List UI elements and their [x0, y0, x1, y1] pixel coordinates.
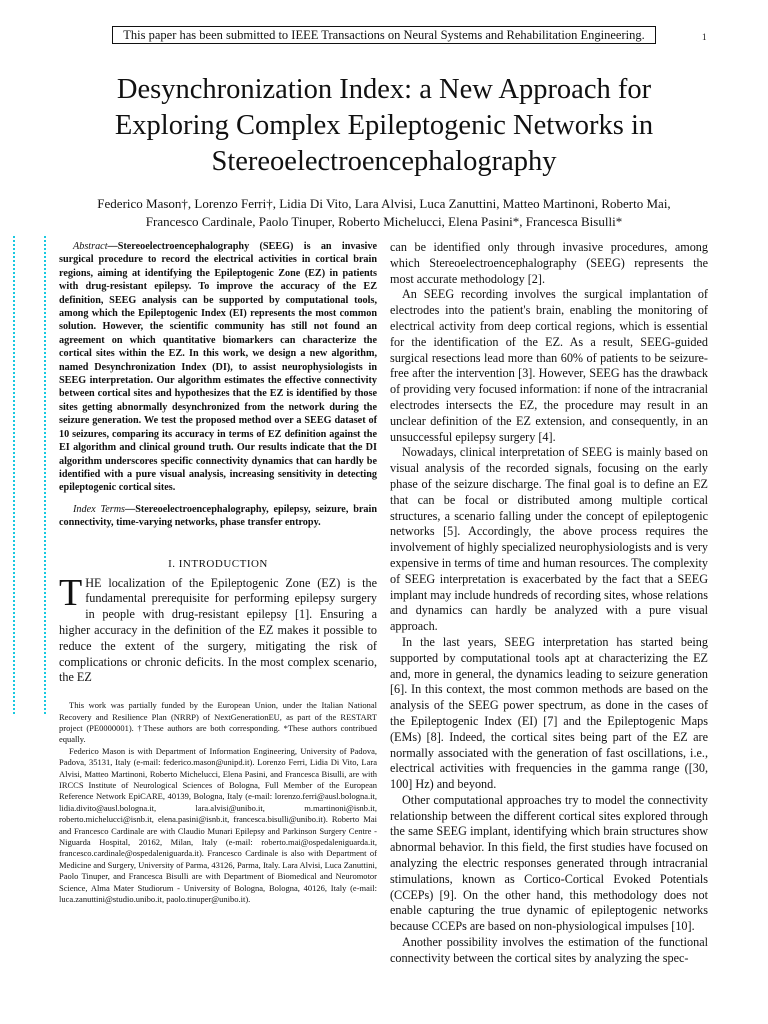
- title-line-3: Stereoelectroencephalography: [211, 146, 557, 177]
- index-terms-text: Stereoelectroencephalography, epilepsy, seizure, brain connectivity, time-varying networks, phase transfer entropy.: [59, 503, 378, 529]
- footnote-affiliations: Federico Mason is with Department of Information Engineering, University of Padova, Padova, 35131, Italy (e-mail: federico.mason@unipd.it). Lorenzo Ferri, Lidia Di Vito, Lara Alvisi, Matteo Martinoni, Roberto Michelucci, Elena Pasini, and Francesca Bisulli, are with IRCCS Institute of Neurological Sciences of Bologna, Full Member of the European Reference Network EpiCARE, 40139, Bologna, Italy (e-mail: lorenzo.ferri@ausl.bologna.it, lidia.divito@ausl.bologna.it, lara.alvisi@unibo.it, m.martinoni@isnb.it, roberto.michelucci@isnb.it, elena.pasini@isnb.it, francesca.bisulli@unibo.it). Roberto Mai and Francesco Cardinale are with Claudio Munari Epilepsy and Parkinson Surgery Centre - Niguarda Hospital, 20162, Milan, Italy (e-mail: roberto.mai@ospedaleniguarda.it, francesco.cardinale@ospedaleniguarda.it). Francesco Cardinale is also with Department of Medicine and Surgery, University of Parma, 43126, Parma, Italy. Lara Alvisi, Luca Zanuttini, Paolo Tinuper, and Francesca Bisulli are with Department of Biomedical and Neuromotor Science, Alma Mater Studiorum - University of Bologna, Bologna, 40126, Italy (e-mail: luca.zanuttini@studio.unibo.it, paolo.tinuper@unibo.it).: [59, 745, 377, 905]
- intro-continued: can be identified only through invasive procedures, among which Stereoelectroencephalography (SEEG) represents the most accurate methodology [2].: [390, 240, 708, 286]
- footnote-funding: This work was partially funded by the European Union, under the Italian National Recovery and Resilience Plan (NRRP) of NextGenerationEU, as part of the RESTART project (PE0000001). †These authors are both corresponding. *These authors contribued equally.: [59, 700, 377, 745]
- authors-line-2: Francesco Cardinale, Paolo Tinuper, Roberto Michelucci, Elena Pasini*, Francesca Bisulli*: [145, 214, 623, 229]
- intro-text: HE localization of the Epileptogenic Zone (EZ) is the fundamental prerequisite for performing epilepsy surgery in people with drug-resistant epilepsy [1]. Ensuring a higher accuracy in the definition of the EZ makes it possible to reduce the extent of the surgery, mitigating the risk of complications or chronic deficits. In the most complex scenario, the EZ: [59, 575, 377, 685]
- title-line-1: Desynchronization Index: a New Approach for: [116, 74, 652, 105]
- author-list: [40, 195, 728, 231]
- index-terms-label: Index Terms: [73, 503, 126, 515]
- paragraph-functional-connectivity: Another possibility involves the estimation of the functional connectivity between the cortical sites by analyzing the spec-: [390, 935, 708, 965]
- paragraph-seeg-recording: An SEEG recording involves the surgical implantation of electrodes into the patient's brain, enabling the monitoring of electrical activity from deep cortical regions, which is essential for the identification of the EZ. As a result, SEEG-guided surgical resections lead more than 60% of patients to be seizure-free after the intervention [3]. However, SEEG has the drawback of providing very focused information: if none of the intracranial electrodes intersects the EZ, the procedure may result in an unclear definition of the EZ extension, and consequently, in an unsuccessful epilepsy surgery [4].: [390, 287, 708, 444]
- index-terms: Index Terms—Stereoelectroencephalography, epilepsy, seizure, brain connectivity, time-varying networks, phase transfer entropy.: [59, 503, 378, 529]
- left-column: [59, 240, 377, 905]
- paragraph-connectivity: Other computational approaches try to model the connectivity relationship between the different cortical sites explored through the same SEEG implant, identifying which brain structures show abnormal behavior. In this field, the first studies have focused on analyzing the electric responses generated through intracranial stimulations, known as Cortico-Cortical Evoked Potentials (CCEPs) [9]. On the other hand, this methodology does not enable capturing the true dynamic of epileptogenic networks because CCEPs are based on non-physiological impulses [10].: [390, 792, 708, 934]
- paragraph-visual-analysis: Nowadays, clinical interpretation of SEEG is mainly based on visual analysis of the recorded signals, focusing on the early phase of the seizure discharge. The final goal is to define an EZ that can be focal or distributed among multiple cortical structures, a scenario falling under the concept of epileptogenic networks [5]. Accordingly, the above process requires the involvement of highly specialized neurophysiologists and is very expensive in terms of time and human resources. The complexity of SEEG interpretation is exacerbated by the fact that a SEEG implant may include hundreds of recording sites, whose relations and dynamics can hardly be analyzed with a pure visual approach.: [390, 445, 708, 634]
- paragraph-computational-tools: In the last years, SEEG interpretation has started being supported by computational tools apt at characterizing the EZ and, more in general, the dynamics leading to seizure generation [6]. In this context, the most common methods are based on the analysis of the SEEG power spectrum, as done in the cases of the Epileptogenic Index (EI) [7] and the Epileptogenic Maps (EMs) [8]. Indeed, the cortical sites being part of the EZ are normally associated with the generation of fast oscillations, i.e., electrical activities with frequencies in the gamma range ([30, 100] Hz) and beyond.: [390, 634, 708, 792]
- paper-title: [40, 72, 728, 180]
- abstract-text: Stereoelectroencephalography (SEEG) is an invasive surgical procedure to record the electrical activities in cortical brain regions, aiming at identifying the Epileptogenic Zone (EZ) in patients with drug-resistant epilepsy. To improve the accuracy of the EZ definition, SEEG analysis can be supported by computational tools, among which the Epileptogenic Index (EI) represents the most common solution. However, the scientific community has still not found an agreement on which quantitative biomarkers can characterize the cortical sites within the EZ. In this work, we design a new algorithm, named Desynchronization Index (DI), to assist neurophysiologists in SEEG interpretation. Our algorithm estimates the effective connectivity between cortical sites and hypothesizes that the EZ is identified by those sites getting abnormally desynchronized from the network during the seizure generation. We test the proposed method over a SEEG dataset of 10 seizures, comparing its accuracy in terms of EZ definition against the EI algorithm and clinical ground truth. Our results indicate that the DI algorithm underscores specific connectivity dynamics that can hardly be identified with a pure visual analysis, increasing sensitivity in detecting epileptogenic cortical sites.: [59, 241, 377, 494]
- margin-annotation-bar: [13, 236, 46, 714]
- abstract: Abstract—Stereoelectroencephalography (SEEG) is an invasive surgical procedure to record the electrical activities in cortical brain regions, aiming at identifying the Epileptogenic Zone (EZ) in patients with drug-resistant epilepsy. To improve the accuracy of the EZ definition, SEEG analysis can be supported by computational tools, among which the Epileptogenic Index (EI) represents the most common solution. However, the scientific community has still not found an agreement on which quantitative biomarkers can characterize the cortical sites within the EZ. In this work, we design a new algorithm, named Desynchronization Index (DI), to assist neurophysiologists in SEEG interpretation. Our algorithm estimates the effective connectivity between cortical sites and hypothesizes that the EZ is identified by those sites getting abnormally desynchronized from the network during the seizure generation. We test the proposed method over a SEEG dataset of 10 seizures, comparing its accuracy in terms of EZ definition against the EI algorithm and clinical ground truth. Our results indicate that the DI algorithm underscores specific connectivity dynamics that can hardly be identified with a pure visual analysis, increasing sensitivity in detecting epileptogenic cortical sites.: [59, 241, 377, 494]
- submission-note-box: [112, 26, 656, 44]
- page-number: 1: [702, 32, 707, 42]
- right-column: [390, 240, 708, 967]
- abstract-label: Abstract: [73, 241, 108, 252]
- intro-paragraph: [59, 571, 377, 687]
- section-heading-introduction: I. INTRODUCTION: [168, 557, 268, 570]
- drop-cap: T: [59, 571, 83, 614]
- title-line-2: Exploring Complex Epileptogenic Networks in: [114, 110, 654, 141]
- authors-line-1: Federico Mason†, Lorenzo Ferri†, Lidia Di Vito, Lara Alvisi, Luca Zanuttini, Matteo Martinoni, Roberto Mai,: [97, 196, 671, 211]
- submission-note: This paper has been submitted to IEEE Transactions on Neural Systems and Rehabilitation Engineering.: [123, 28, 645, 42]
